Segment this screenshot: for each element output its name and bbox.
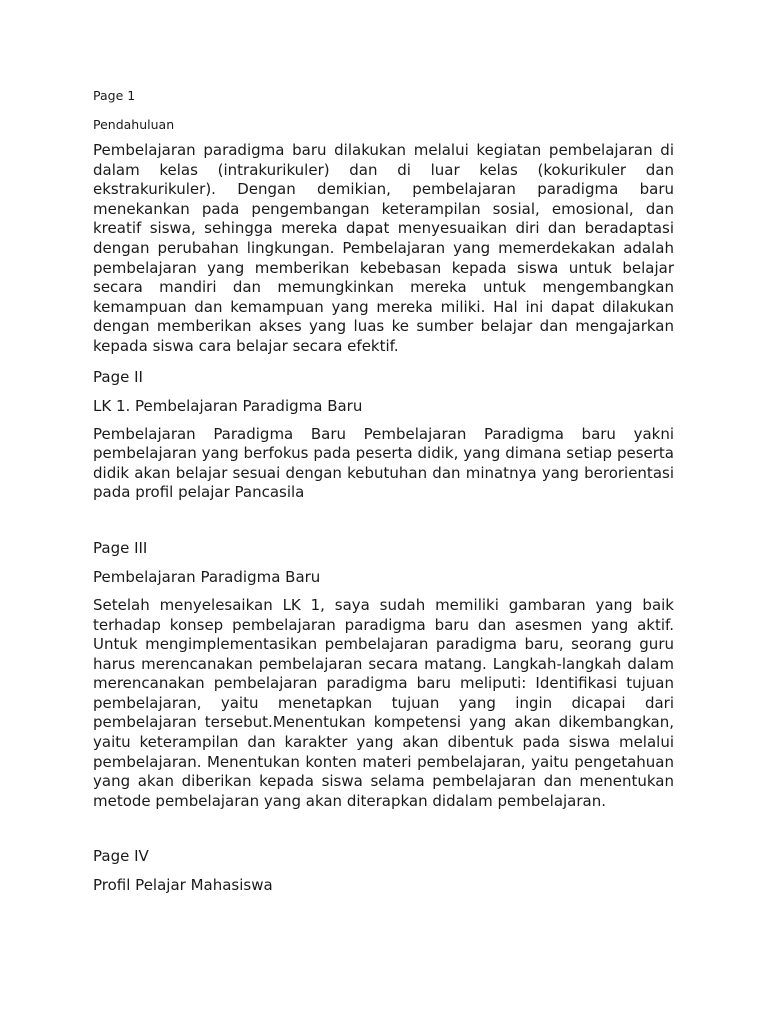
page-3-title: Pembelajaran Paradigma Baru bbox=[93, 567, 321, 586]
page-2-paragraph: Pembelajaran Paradigma Baru Pembelajaran Paradigma baru yakni pembelajaran yang berfokus pada peserta didik, yang dimana setiap peserta didik akan belajar sesuai dengan kebutuhan dan minatnya yang berorientasi pada profil pelajar Pancasila bbox=[93, 424, 674, 502]
page-4-label: Page IV bbox=[93, 847, 149, 866]
page-2-title: LK 1. Pembelajaran Paradigma Baru bbox=[93, 396, 363, 415]
page-3-label: Page III bbox=[93, 538, 148, 557]
page-1-label: Page 1 bbox=[93, 88, 136, 103]
page-1-paragraph: Pembelajaran paradigma baru dilakukan melalui kegiatan pembelajaran di dalam kelas (intrakurikuler) dan di luar kelas (kokurikuler dan ekstrakurikuler). Dengan demikian, pembelajaran paradigma baru menekankan pada pengembangan keterampilan sosial, emosional, dan kreatif siswa, sehingga mereka dapat menyesuaikan diri dan beradaptasi dengan perubahan lingkungan. Pembelajaran yang memerdekakan adalah pembelajaran yang memberikan kebebasan kepada siswa untuk belajar secara mandiri dan memungkinkan mereka untuk mengembangkan kemampuan dan kemampuan yang mereka miliki. Hal ini dapat dilakukan dengan memberikan akses yang luas ke sumber belajar dan mengajarkan kepada siswa cara belajar secara efektif. bbox=[93, 141, 674, 355]
page-3-paragraph: Setelah menyelesaikan LK 1, saya sudah memiliki gambaran yang baik terhadap konsep pembelajaran paradigma baru dan asesmen yang aktif. Untuk mengimplementasikan pembelajaran paradigma baru, seorang guru harus merencanakan pembelajaran secara matang. Langkah-langkah dalam merencanakan pembelajaran paradigma baru meliputi: Identifikasi tujuan pembelajaran, yaitu menetapkan tujuan yang ingin dicapai dari pembelajaran tersebut.Menentukan kompetensi yang akan dikembangkan, yaitu keterampilan dan karakter yang akan dibentuk pada siswa melalui pembelajaran. Menentukan konten materi pembelajaran, yaitu pengetahuan yang akan diberikan kepada siswa selama pembelajaran dan menentukan metode pembelajaran yang akan diterapkan didalam pembelajaran. bbox=[93, 595, 674, 810]
page-1-title: Pendahuluan bbox=[93, 117, 175, 132]
page-4-title: Profil Pelajar Mahasiswa bbox=[93, 876, 273, 895]
page-2-label: Page II bbox=[93, 367, 143, 386]
